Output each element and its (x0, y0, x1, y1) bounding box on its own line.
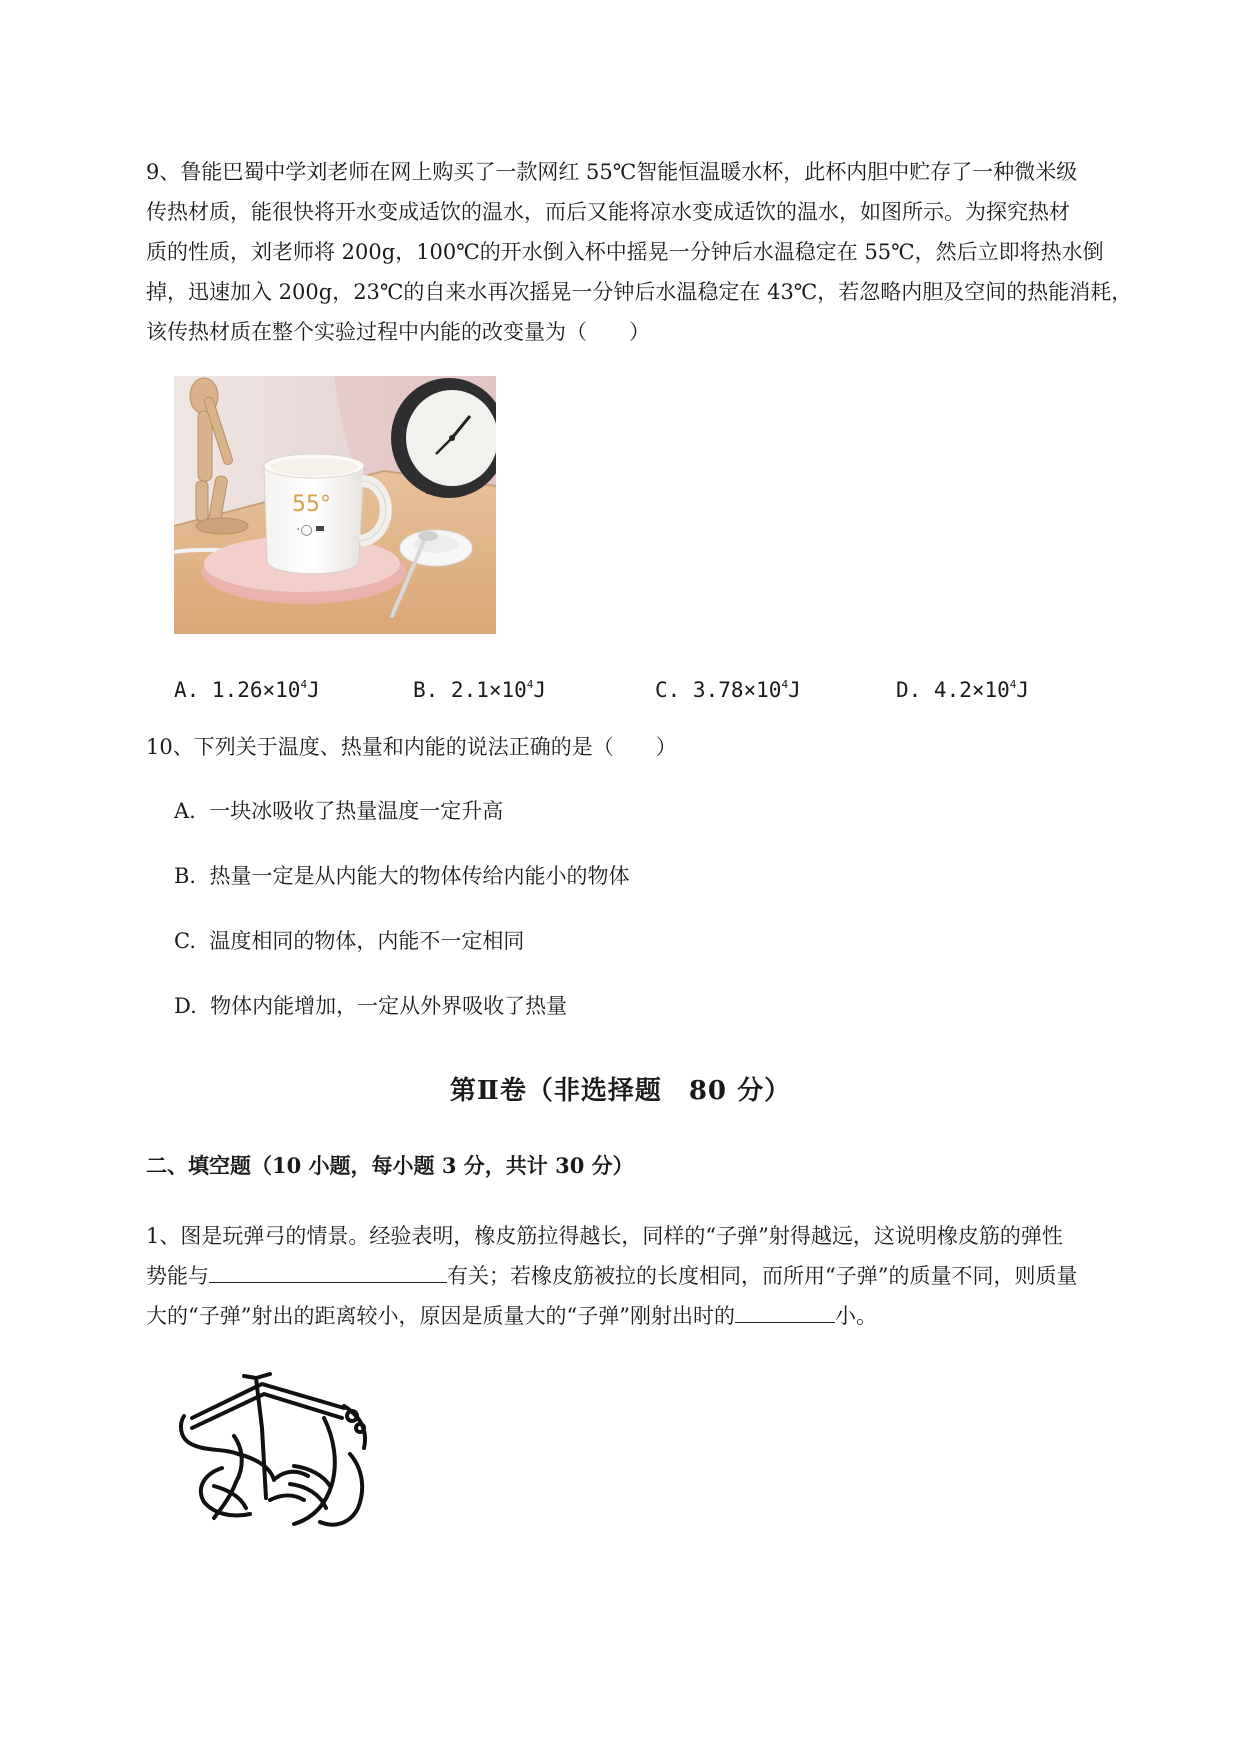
q10-option-a-letter: A. (174, 799, 196, 823)
q10-option-d[interactable] (174, 991, 567, 1021)
q9-line-3: 质的性质，刘老师将 200g，100℃的开水倒入杯中摇晃一分钟后水温稳定在 55℃，然后立即将热水倒 (146, 240, 1104, 264)
q9-option-b-value: B. 2.1×10 (413, 678, 527, 702)
q9-option-a-value: A. 1.26×10 (174, 678, 301, 702)
fill1-line-2 (146, 1256, 1156, 1296)
q10-option-b-letter: B. (174, 864, 197, 888)
q9-line-4: 掉，迅速加入 200g，23℃的自来水再次摇晃一分钟后水温稳定在 43℃，若忽略内胆及空间的热能消耗， (146, 280, 1133, 304)
q9-option-c-exponent: 4 (781, 678, 789, 691)
q10-stem-text: 10、下列关于温度、热量和内能的说法正确的是（ ） (146, 735, 677, 759)
question-9-stem (146, 152, 1156, 352)
svg-text:·○: ·○ (296, 522, 313, 538)
q9-option-b-exponent: 4 (526, 678, 534, 691)
fill1-line-3 (146, 1296, 1156, 1336)
fill1-line-1: 1、图是玩弹弓的情景。经验表明，橡皮筋拉得越长，同样的“子弹”射得越远，这说明橡皮筋的弹性 (146, 1224, 1063, 1248)
q9-option-c-value: C. 3.78×10 (655, 678, 782, 702)
q9-line-1: 9、鲁能巴蜀中学刘老师在网上购买了一款网红 55℃智能恒温暖水杯，此杯内胆中贮存了一种微米级 (146, 160, 1078, 184)
q10-option-c-text: 温度相同的物体，内能不一定相同 (209, 929, 525, 953)
smart-mug-photo (174, 376, 496, 634)
q9-option-d-exponent: 4 (1009, 678, 1017, 691)
q10-option-d-text: 物体内能增加，一定从外界吸收了热量 (210, 994, 568, 1018)
answer-blank-1[interactable] (209, 1258, 447, 1283)
slingshot-sketch (174, 1358, 384, 1534)
q9-option-d-value: D. 4.2×10 (896, 678, 1010, 702)
q9-option-b-unit: J (533, 678, 547, 702)
fill1-line-3-start: 大的“子弹”射出的距离较小，原因是质量大的“子弹”刚射出时的 (146, 1304, 735, 1328)
section-2-title: 第Ⅱ卷（非选择题 80 分） (449, 1076, 792, 1106)
question-10-stem (146, 727, 1156, 767)
q10-option-a[interactable] (174, 796, 503, 826)
q9-option-d[interactable] (896, 670, 1029, 705)
q10-option-a-text: 一块冰吸收了热量温度一定升高 (209, 799, 504, 823)
fill1-line-2-end: 有关；若橡皮筋被拉的长度相同，而所用“子弹”的质量不同，则质量 (447, 1264, 1078, 1288)
fill-in-section-heading: 二、填空题（10 小题，每小题 3 分，共计 30 分） (146, 1153, 634, 1178)
q9-option-a[interactable] (174, 670, 320, 705)
q10-option-d-letter: D. (174, 994, 197, 1018)
answer-blank-2[interactable] (735, 1298, 835, 1323)
mug-temperature-display: 55° (292, 492, 331, 517)
q9-option-a-exponent: 4 (300, 678, 308, 691)
fill1-line-3-end: 小。 (834, 1304, 877, 1328)
q9-option-b[interactable] (413, 670, 546, 705)
q9-option-d-unit: J (1016, 678, 1030, 702)
fill1-line-2-start: 势能与 (146, 1264, 209, 1288)
q9-option-a-unit: J (307, 678, 320, 702)
q10-option-c[interactable] (174, 926, 524, 956)
q10-option-c-letter: C. (174, 929, 196, 953)
q9-line-5: 该传热材质在整个实验过程中内能的改变量为（ ） (146, 320, 650, 344)
q9-option-c-unit: J (788, 678, 801, 702)
q9-line-2: 传热材质，能很快将开水变成适饮的温水，而后又能将凉水变成适饮的温水，如图所示。为探究热材 (146, 200, 1070, 224)
q9-option-c[interactable] (655, 670, 801, 705)
q10-option-b-text: 热量一定是从内能大的物体传给内能小的物体 (209, 864, 630, 888)
q10-option-b[interactable] (174, 861, 629, 891)
fill-question-1 (146, 1216, 1156, 1336)
